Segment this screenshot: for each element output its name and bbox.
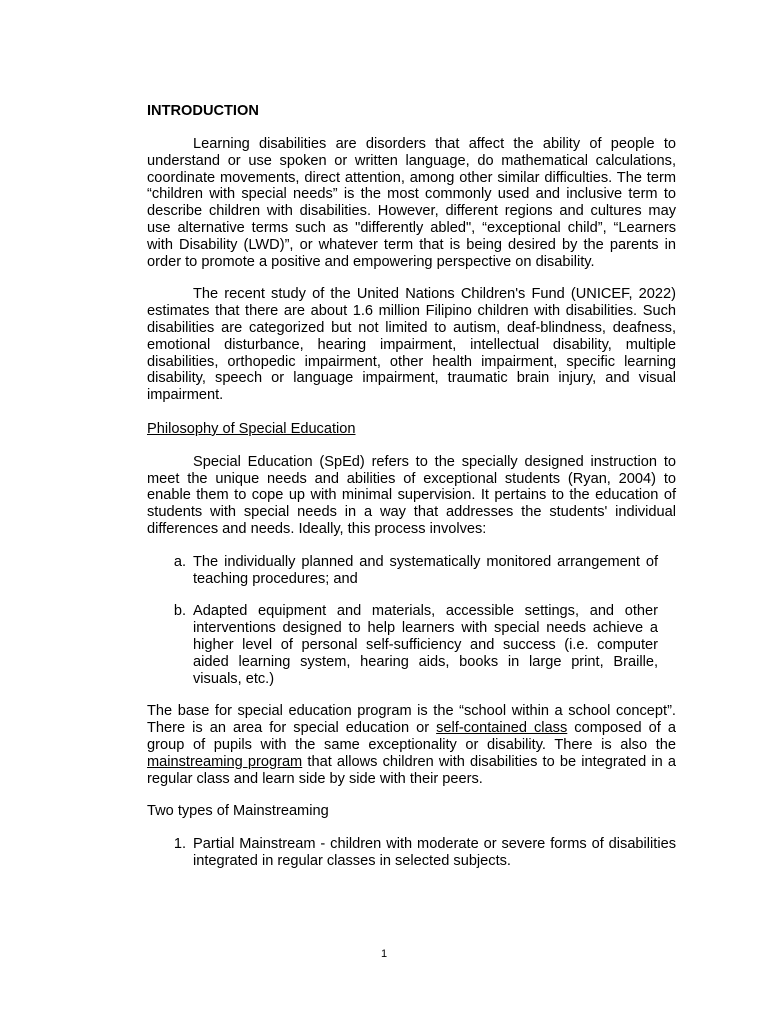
base-paragraph <box>147 703 676 787</box>
subsection-heading: Philosophy of Special Education <box>147 420 356 437</box>
intro-paragraph-2: The recent study of the United Nations Children's Fund (UNICEF, 2022) estimates that there are about 1.6 million Filipino children with disabilities. Such disabilities are categorized but not limited to autism, deaf-blindness, deafness, emotional disturbance, hearing impairment, intellectual disability, multiple disabilities, orthopedic impairment, other health impairment, specific learning disability, speech or language impairment, traumatic brain injury, and visual impairment. <box>147 286 676 404</box>
list-item-text: The individually planned and systematically monitored arrangement of teaching procedures; and <box>193 553 658 587</box>
self-contained-class-link[interactable]: self-contained class <box>436 720 568 737</box>
section-title: INTRODUCTION <box>147 103 259 119</box>
list-item <box>147 836 676 870</box>
page-number: 1 <box>380 948 388 960</box>
list-item-text: Adapted equipment and materials, accessible settings, and other interventions designed to help learners with special needs achieve a higher level of personal self-sufficiency and success (i.e. computer aided learning system, hearing aids, books in large print, Braille, visuals, etc.) <box>193 603 658 687</box>
list-item <box>147 554 676 588</box>
mainstream-heading: Two types of Mainstreaming <box>147 803 329 820</box>
process-list <box>147 554 676 688</box>
document-page <box>147 102 676 870</box>
base-text-3: that allows children with disabilities to be integrated in a regular class and learn side by side with their peers. <box>147 753 676 787</box>
list-item-text: Partial Mainstream - children with moderate or severe forms of disabilities integrated in regular classes in selected subjects. <box>193 836 676 869</box>
base-text-2: composed of a group of pupils with the same exceptionality or disability. There is also the <box>147 720 676 753</box>
list-marker: a. <box>173 553 186 570</box>
intro-paragraph-1: Learning disabilities are disorders that affect the ability of people to understand or use spoken or written language, do mathematical calculations, coordinate movements, direct attention, among other similar difficulties. The term “children with special needs” is the most commonly used and inclusive term to describe children with disabilities. However, different regions and cultures may use alternative terms such as "differently abled", “exceptional child”, “Learners with Disability (LWD)”, or whatever term that is being desired by the parents in order to promote a positive and empowering perspective on disability. <box>147 136 676 270</box>
list-item <box>147 603 676 687</box>
mainstreaming-program-link[interactable]: mainstreaming program <box>147 753 303 770</box>
base-text-1: The base for special education program is the “school within a school concept”. There is an area for special education or <box>147 703 676 737</box>
sped-paragraph: Special Education (SpEd) refers to the specially designed instruction to meet the unique needs and abilities of exceptional students (Ryan, 2004) to enable them to cope up with minimal supervision. It pertains to the education of students with special needs in a way that addresses the students' individual differences and needs. Ideally, this process involves: <box>147 453 676 537</box>
list-marker: b. <box>173 603 186 620</box>
list-marker: 1. <box>173 836 186 853</box>
mainstream-list <box>147 836 676 870</box>
